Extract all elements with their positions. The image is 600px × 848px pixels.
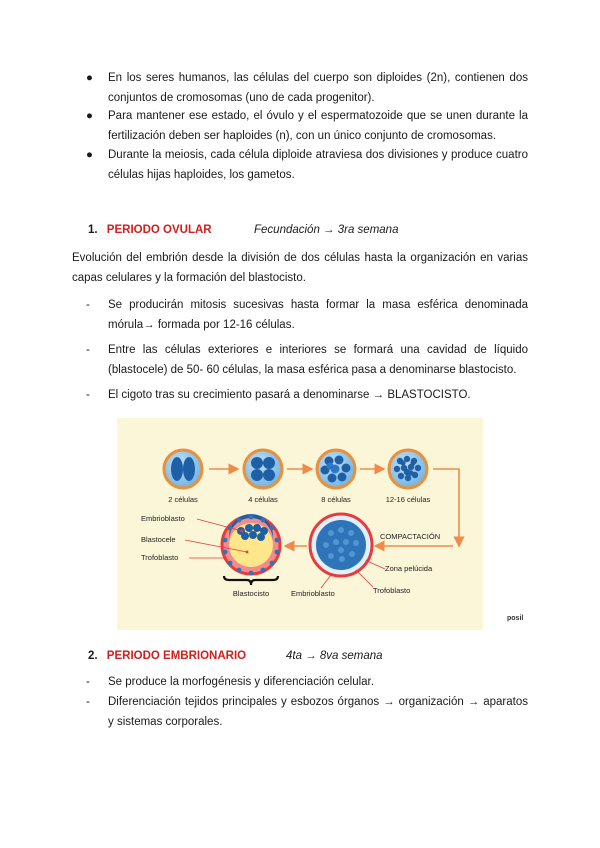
section2-item-2	[72, 693, 528, 732]
morula-icon	[310, 514, 372, 576]
section2-item-text: Se produce la morfogénesis y diferenciación celular.	[108, 676, 374, 688]
dash-marker: -	[86, 299, 90, 311]
stage-label: 12-16 células	[385, 495, 431, 504]
section2-item-text: Diferenciación tejidos principales y esbozos órganos → organización → aparatos y sistemas corporales.	[108, 696, 528, 728]
section1-number: 1.	[88, 224, 98, 236]
section1-item-text: Entre las células exteriores e interiores se formará una cavidad de líquido (blastocele) de 50- 60 células, la masa esférica pasa a denominarse blastocisto.	[108, 344, 528, 376]
section1-item-text: El cigoto tras su crecimiento pasará a denominarse → BLASTOCISTO.	[108, 389, 471, 401]
bullet-marker: ●	[86, 149, 93, 161]
dash-marker: -	[86, 344, 90, 356]
figure-credit: posil	[507, 615, 524, 622]
bullet-marker: ●	[86, 72, 93, 84]
intro-bullet-text: Durante la meiosis, cada célula diploide atraviesa dos divisiones y produce cuatro células hijas haploides, los gametos.	[108, 149, 528, 181]
dash-marker: -	[86, 389, 90, 401]
trofoblasto-right-label: Trofoblasto	[373, 586, 411, 595]
embrioblasto-bottom-label: Embrioblasto	[291, 589, 335, 598]
trofoblasto-label: Trofoblasto	[141, 553, 179, 562]
zona-pelucida-label: Zona pelúcida	[385, 564, 433, 573]
section1-item-2	[72, 341, 528, 380]
embryo-development-figure	[117, 418, 483, 630]
intro-bullet-text: Para mantener ese estado, el óvulo y el espermatozoide que se unen durante la fertilización deben ser haploides (n), con un único conjunto de cromosomas.	[108, 110, 528, 142]
dash-marker: -	[86, 696, 90, 708]
intro-bullet-3	[72, 146, 528, 185]
stage-4-cells-icon	[244, 450, 282, 488]
section1-subtitle: Fecundación → 3ra semana	[254, 224, 399, 236]
section1-paragraph: Evolución del embrión desde la división de dos células hasta la organización en varias capas celulares y la formación del blastocisto.	[72, 252, 528, 284]
section1-item-1	[72, 296, 528, 335]
compaction-label: COMPACTACIÓN	[380, 532, 441, 541]
stage-label: 8 células	[321, 495, 351, 504]
section1-heading	[88, 224, 212, 236]
stage-label: 4 células	[248, 495, 278, 504]
blastocyst-icon	[222, 514, 280, 575]
section1-item-text: Se producirán mitosis sucesivas hasta formar la masa esférica denominada mórula→ formada por 12-16 células.	[108, 299, 528, 331]
embrioblasto-label: Embrioblasto	[141, 514, 185, 523]
blastocisto-label: Blastocisto	[232, 589, 270, 598]
embryo-diagram	[117, 418, 483, 630]
stage-2-cells-icon	[164, 450, 202, 488]
bullet-marker: ●	[86, 110, 93, 122]
section2-subtitle: 4ta → 8va semana	[286, 650, 383, 662]
section1-item-3	[72, 386, 528, 406]
section2-item-1	[72, 673, 528, 693]
brace-icon	[224, 576, 278, 585]
section2-heading	[88, 650, 246, 662]
stage-8-cells-icon	[317, 450, 355, 488]
intro-bullet-text: En los seres humanos, las células del cuerpo son diploides (2n), contienen dos conjuntos de cromosomas (uno de cada progenitor).	[108, 72, 528, 104]
stage-label: 2 células	[168, 495, 198, 504]
section2-title: PERIODO EMBRIONARIO	[106, 650, 247, 662]
dash-marker: -	[86, 676, 90, 688]
section1-title: PERIODO OVULAR	[106, 224, 212, 236]
section2-number: 2.	[88, 650, 98, 662]
stage-12-16-cells-icon	[389, 450, 427, 488]
intro-bullet-2	[72, 107, 528, 146]
blastocele-label: Blastocele	[141, 535, 176, 544]
intro-bullet-1	[72, 69, 528, 108]
